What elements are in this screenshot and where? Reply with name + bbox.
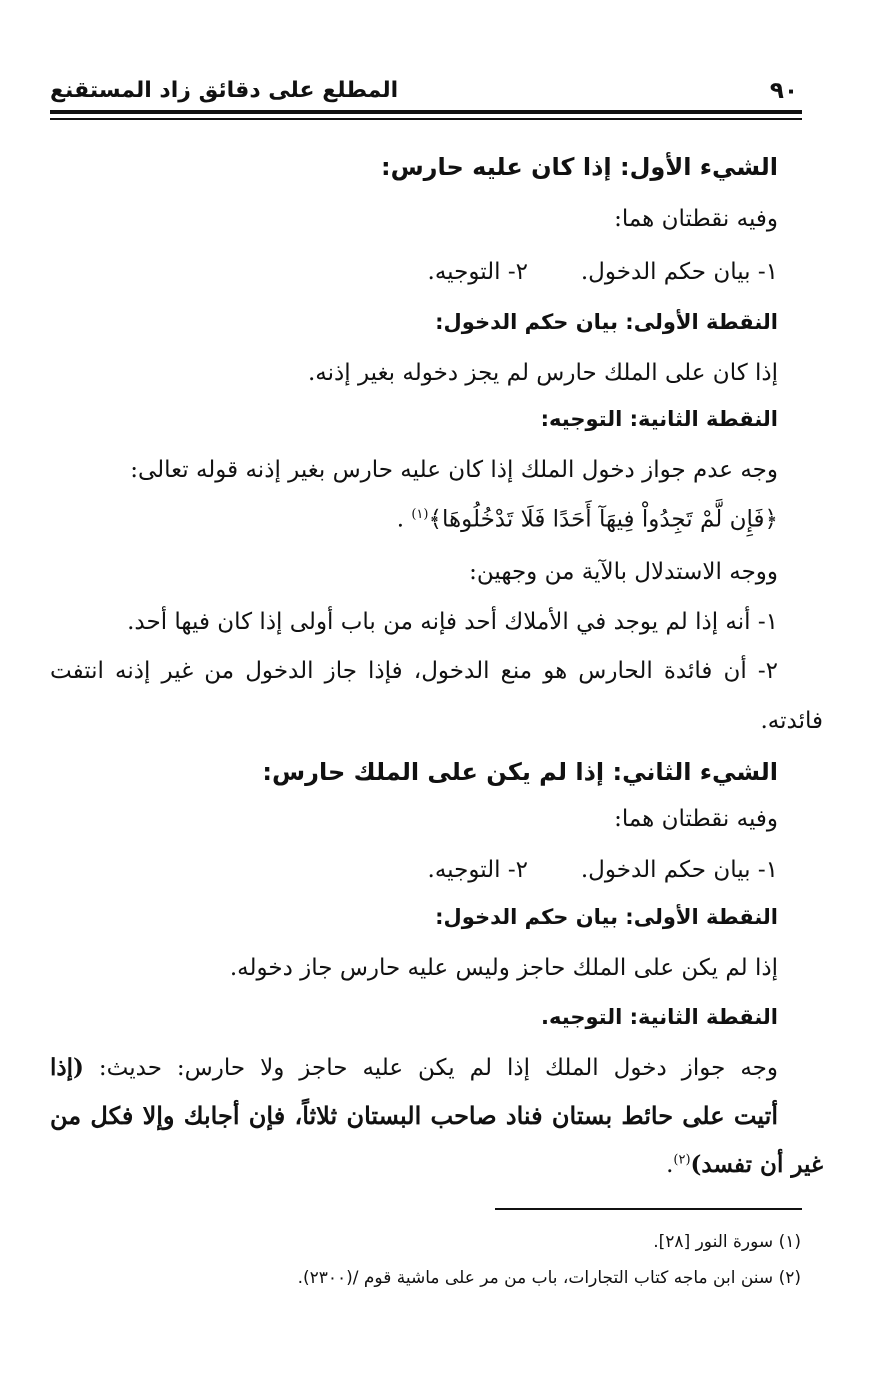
header-rule-thin — [50, 118, 802, 120]
hadith-intro: وجه جواز دخول الملك إذا لم يكن عليه حاجز ولا حارس: حديث: — [98, 1055, 778, 1081]
footnote: (١) سورة النور [٢٨]. — [653, 1232, 801, 1252]
section-heading-first: الشيء الأول: إذا كان عليه حارس: — [380, 153, 778, 181]
quran-verse: ﴿فَإِن لَّمْ تَجِدُواْ فِيهَآ أَحَدًا فَلَا تَدْخُلُوهَا﴾ — [428, 506, 778, 533]
paragraph-line: وفيه نقطتان هما: — [614, 206, 778, 232]
subheading: النقطة الأولى: بيان حكم الدخول: — [435, 905, 778, 929]
footnote-separator — [495, 1208, 802, 1210]
points-list — [298, 857, 778, 887]
header-rule-thick — [50, 110, 802, 114]
point-item: ٢- التوجيه. — [427, 857, 528, 883]
footnote-ref: (١) — [411, 507, 429, 522]
paragraph-line: إذا كان على الملك حارس لم يجز دخوله بغير إذنه. — [307, 360, 778, 386]
point-item: ١- بيان حكم الدخول. — [580, 259, 778, 285]
point-item: ٢- التوجيه. — [427, 259, 528, 285]
punctuation: . — [666, 1152, 674, 1178]
paragraph-line: ١- أنه إذا لم يوجد في الأملاك أحد فإنه من باب أولى إذا كان فيها أحد. — [127, 609, 778, 635]
subheading: النقطة الثانية: التوجيه. — [541, 1005, 778, 1029]
paragraph-line: إذا لم يكن على الملك حاجز وليس عليه حارس جاز دخوله. — [229, 955, 778, 981]
paragraph-line: وفيه نقطتان هما: — [614, 806, 778, 832]
paragraph-line — [50, 1056, 778, 1080]
paragraph-line: ووجه الاستدلال بالآية من وجهين: — [469, 559, 778, 585]
section-heading-second: الشيء الثاني: إذا لم يكن على الملك حارس: — [262, 758, 778, 786]
hadith-text: أتيت على حائط بستان فناد صاحب البستان ثلاثاً، فإن أجابك وإلا فكل من — [50, 1101, 778, 1130]
footnote-ref: (٢) — [673, 1152, 691, 1168]
hadith-end-line — [666, 1153, 823, 1177]
hadith-text: غير أن تفسد) — [690, 1151, 823, 1178]
paragraph-line: ٢- أن فائدة الحارس هو منع الدخول، فإذا جاز الدخول من غير إذنه انتفت — [50, 658, 778, 684]
book-title: المطلع على دقائق زاد المستقنع — [50, 78, 399, 103]
quran-verse-line — [397, 508, 778, 532]
page-number: ٩٠ — [769, 78, 798, 104]
hadith-text: (إذا — [50, 1054, 84, 1081]
point-item: ١- بيان حكم الدخول. — [580, 857, 778, 883]
punctuation: . — [396, 506, 405, 533]
paragraph-line: وجه عدم جواز دخول الملك إذا كان عليه حارس بغير إذنه قوله تعالى: — [130, 457, 778, 483]
subheading: النقطة الأولى: بيان حكم الدخول: — [435, 310, 778, 334]
points-list — [298, 259, 778, 289]
footnote: (٢) سنن ابن ماجه كتاب التجارات، باب من مر على ماشية قوم /(٢٣٠٠). — [297, 1268, 801, 1288]
running-header — [50, 78, 802, 108]
subheading: النقطة الثانية: التوجيه: — [540, 407, 778, 431]
paragraph-line: فائدته. — [760, 708, 823, 734]
